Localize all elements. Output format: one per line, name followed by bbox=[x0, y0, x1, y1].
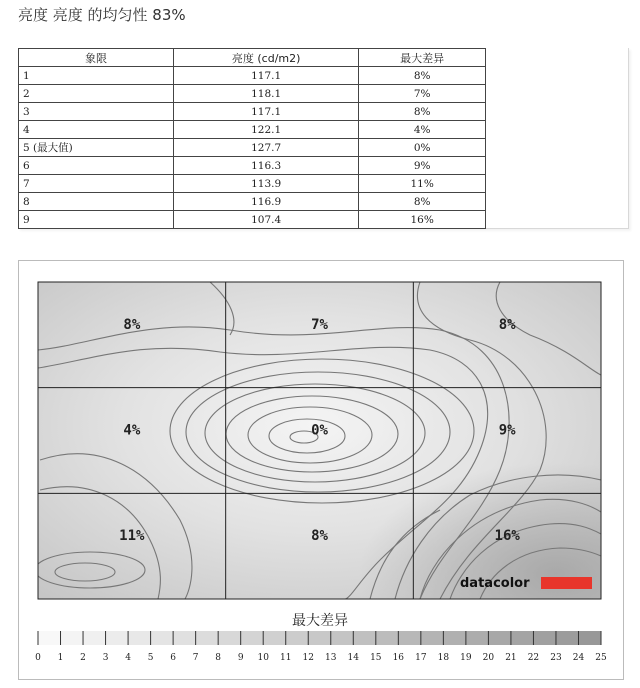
legend-tick-label: 5 bbox=[147, 653, 154, 663]
quadrant-value-label: 7% bbox=[311, 316, 328, 333]
legend-tick-label: 14 bbox=[347, 653, 360, 663]
col-header-max-diff: 最大差异 bbox=[359, 49, 486, 67]
cell-quadrant: 8 bbox=[19, 193, 174, 211]
legend-tick-label: 25 bbox=[595, 653, 607, 663]
quadrant-value-label: 8% bbox=[498, 316, 516, 333]
legend-swatch bbox=[83, 631, 106, 645]
legend-swatch bbox=[398, 631, 421, 645]
quadrant-value-label: 8% bbox=[311, 528, 328, 545]
quadrant-value-label: 8% bbox=[123, 316, 141, 333]
legend-tick-label: 19 bbox=[460, 653, 472, 663]
cell-luminance: 117.1 bbox=[174, 67, 359, 85]
legend-tick-label: 18 bbox=[437, 653, 450, 663]
legend-swatch bbox=[263, 631, 286, 645]
legend-tick-label: 24 bbox=[572, 653, 585, 663]
legend-swatch bbox=[511, 631, 534, 645]
cell-max-diff: 9% bbox=[359, 157, 486, 175]
quadrant-value-label: 9% bbox=[498, 422, 516, 439]
legend-swatch bbox=[376, 631, 399, 645]
legend-tick-label: 11 bbox=[279, 653, 292, 663]
legend-swatch bbox=[106, 631, 129, 645]
cell-max-diff: 16% bbox=[359, 211, 486, 229]
legend-tick-label: 20 bbox=[482, 653, 495, 663]
legend-swatch bbox=[286, 631, 309, 645]
cell-quadrant: 1 bbox=[19, 67, 174, 85]
cell-max-diff: 11% bbox=[359, 175, 486, 193]
legend-tick-label: 21 bbox=[505, 653, 517, 663]
svg-text:datacolor: datacolor bbox=[460, 576, 530, 591]
cell-luminance: 118.1 bbox=[174, 85, 359, 103]
cell-luminance: 117.1 bbox=[174, 103, 359, 121]
cell-quadrant: 9 bbox=[19, 211, 174, 229]
datacolor-logo bbox=[460, 576, 592, 591]
cell-max-diff: 8% bbox=[359, 193, 486, 211]
legend-tick-label: 1 bbox=[57, 653, 64, 663]
cell-quadrant: 3 bbox=[19, 103, 174, 121]
cell-luminance: 116.9 bbox=[174, 193, 359, 211]
legend-tick-label: 9 bbox=[237, 653, 244, 663]
cell-luminance: 107.4 bbox=[174, 211, 359, 229]
legend-swatch bbox=[128, 631, 151, 645]
cell-luminance: 113.9 bbox=[174, 175, 359, 193]
legend-scale bbox=[35, 631, 607, 663]
legend-swatch bbox=[578, 631, 601, 645]
legend-swatch bbox=[196, 631, 219, 645]
legend-swatch bbox=[218, 631, 241, 645]
cell-max-diff: 7% bbox=[359, 85, 486, 103]
legend-swatch bbox=[421, 631, 444, 645]
cell-quadrant: 4 bbox=[19, 121, 174, 139]
quadrant-value-label: 11% bbox=[119, 528, 145, 545]
legend-tick-label: 7 bbox=[192, 653, 199, 663]
cell-luminance: 116.3 bbox=[174, 157, 359, 175]
legend-tick-label: 15 bbox=[370, 653, 382, 663]
legend-tick-label: 13 bbox=[325, 653, 337, 663]
legend-tick-label: 6 bbox=[170, 653, 176, 663]
legend-tick-label: 8 bbox=[215, 653, 222, 663]
legend-tick-label: 10 bbox=[257, 653, 269, 663]
col-header-quadrant: 象限 bbox=[19, 49, 174, 67]
legend-swatch bbox=[488, 631, 511, 645]
cell-luminance: 122.1 bbox=[174, 121, 359, 139]
legend-swatch bbox=[556, 631, 579, 645]
cell-max-diff: 8% bbox=[359, 67, 486, 85]
cell-quadrant: 2 bbox=[19, 85, 174, 103]
page-title: 亮度 亮度 的均匀性 83% bbox=[18, 6, 186, 24]
legend-swatch bbox=[353, 631, 376, 645]
quadrant-value-label: 4% bbox=[123, 422, 141, 439]
legend-swatch bbox=[241, 631, 264, 645]
cell-max-diff: 0% bbox=[359, 139, 486, 157]
cell-quadrant: 6 bbox=[19, 157, 174, 175]
quadrant-value-label: 0% bbox=[311, 422, 328, 439]
legend-swatch bbox=[331, 631, 354, 645]
legend-tick-label: 12 bbox=[302, 653, 314, 663]
cell-max-diff: 8% bbox=[359, 103, 486, 121]
cell-quadrant: 7 bbox=[19, 175, 174, 193]
legend-tick-label: 16 bbox=[392, 653, 405, 663]
legend-swatch bbox=[533, 631, 556, 645]
legend-tick-label: 4 bbox=[125, 653, 131, 663]
cell-quadrant: 5 (最大值) bbox=[19, 139, 174, 157]
cell-luminance: 127.7 bbox=[174, 139, 359, 157]
col-header-luminance: 亮度 (cd/m2) bbox=[174, 49, 359, 67]
legend-tick-label: 2 bbox=[80, 653, 86, 663]
legend-swatch bbox=[173, 631, 196, 645]
legend-swatch bbox=[151, 631, 174, 645]
legend-swatch bbox=[61, 631, 84, 645]
legend-title: 最大差异 bbox=[292, 613, 348, 629]
legend-swatch bbox=[443, 631, 466, 645]
legend-tick-label: 22 bbox=[527, 653, 540, 663]
cell-max-diff: 4% bbox=[359, 121, 486, 139]
legend-swatch bbox=[38, 631, 61, 645]
legend-tick-label: 17 bbox=[415, 653, 427, 663]
legend-swatch bbox=[308, 631, 331, 645]
quadrant-value-label: 16% bbox=[494, 528, 520, 545]
legend-tick-label: 3 bbox=[102, 653, 109, 663]
legend-tick-label: 23 bbox=[550, 653, 562, 663]
legend-swatch bbox=[466, 631, 489, 645]
legend-tick-label: 0 bbox=[35, 653, 41, 663]
